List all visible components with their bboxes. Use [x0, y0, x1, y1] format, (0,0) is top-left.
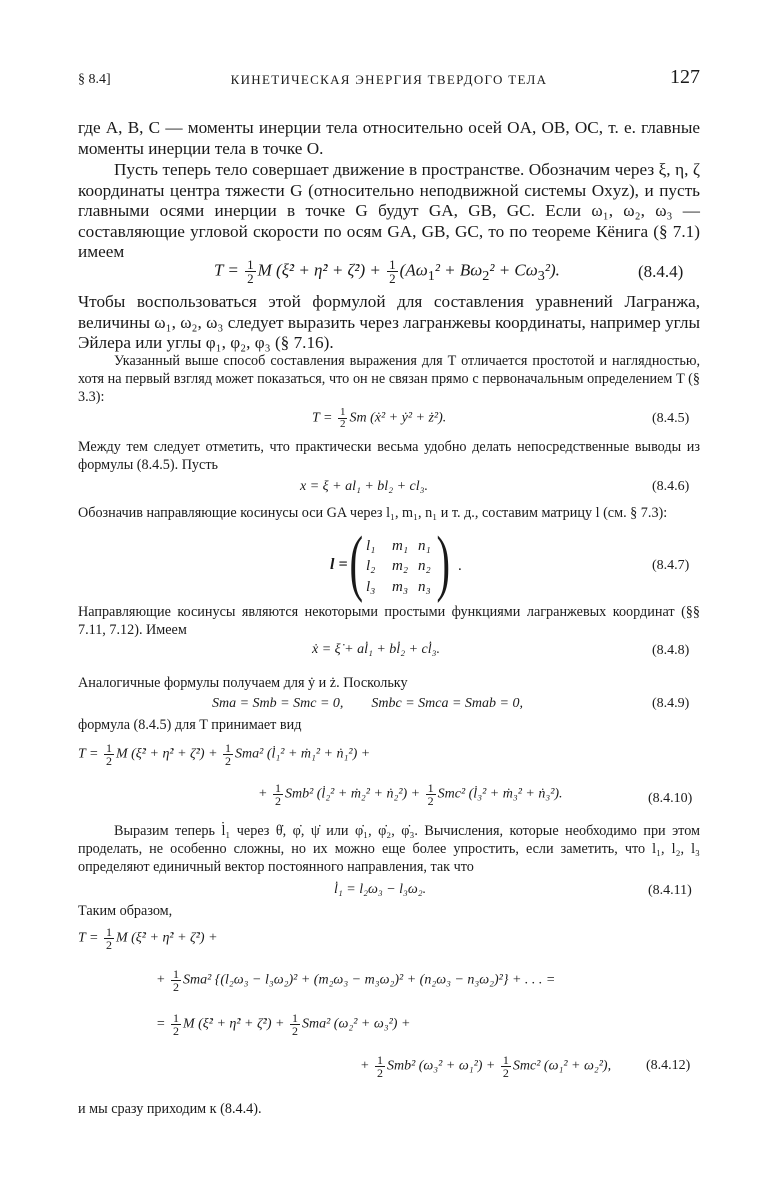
paragraph-7: Направляющие косинусы являются некоторыми простыми функциями лагранжевых координат (§§ 7.11, 7.12). Имеем [78, 604, 700, 638]
paragraph-3: Чтобы воспользоваться этой формулой для составления уравнений Лагранжа, величины ω₁, ω₂, ω₃ следует выразить через лагранжевы координаты, например углы Эйлера или углы φ₁, φ₂, φ₃ (§ 7.16). [78, 292, 700, 352]
paragraph-6: Обозначив направляющие косинусы оси GA через l₁, m₁, n₁ и т. д., составим матрицу l (см. § 7.3): [78, 505, 668, 521]
equation-number: (8.4.7) [652, 558, 690, 573]
paragraph-5: Между тем следует отметить, что практически весьма удобно делать непосредственные выводы из формулы (8.4.5). Пусть [78, 439, 700, 473]
section-ref: § 8.4] [78, 72, 111, 87]
equation-number: (8.4.6) [652, 479, 690, 494]
paragraph-9: формула (8.4.5) для T принимает вид [78, 717, 302, 733]
equation-8-4-6: x = ξ + al₁ + bl₂ + cl₃. [300, 479, 428, 494]
equation-8-4-7: l = ( l₁ m₁ n₁ l₂ m₂ n₂ l₃ m₃ n₃ ) . [330, 522, 462, 604]
paragraph-4: Указанный выше способ составления выражения для T отличается простотой и наглядностью, хотя на первый взгляд может показаться, что он не связан прямо с первоначальным определением T (§ 3.3): [78, 353, 700, 405]
equation-8-4-10-line-2: + $\frac{1}{2}$ Smb² (l̇₂² + ṁ₂² + ṅ₂²) + $\frac{1}{2}$ Smc² (l̇₃² + ṁ₃² + ṅ₃²). [258, 781, 563, 808]
equation-number: (8.4.9) [652, 696, 690, 711]
equation-8-4-8: ẋ = ξ̇ + al̇₁ + bl̇₂ + cl̇₃. [312, 642, 440, 657]
equation-8-4-4: T = $\frac{1}{2}$ M (ξ̇² + η̇² + ζ̇²) + $\frac{1}{2}$ $(A\omega_1^2 + B\omega_2^2 + C\omega_3^2)$. [214, 257, 560, 286]
equation-8-4-5: T = $\frac{1}{2}$ Sm (ẋ² + ẏ² + ż²). [312, 406, 447, 430]
equation-number: (8.4.12) [646, 1058, 691, 1073]
equation-number: (8.4.4) [638, 262, 684, 281]
paragraph-11: Таким образом, [78, 903, 173, 919]
equation-8-4-11: l̇₁ = l₂ω₃ − l₃ω₂. [334, 882, 427, 897]
running-title: КИНЕТИЧЕСКАЯ ЭНЕРГИЯ ТВЕРДОГО ТЕЛА [230, 72, 548, 87]
equation-number: (8.4.10) [648, 791, 693, 806]
equation-8-4-12-line-4: + $\frac{1}{2}$ Smb² (ω₃² + ω₁²) + $\frac{1}{2}$ Smc² (ω₁² + ω₂²), [360, 1053, 612, 1080]
equation-8-4-9: Sma = Smb = Smc = 0, Smbc = Smca = Smab = 0, [212, 696, 523, 711]
paragraph-8: Аналогичные формулы получаем для ẏ и ż. Поскольку [78, 675, 408, 691]
equation-number: (8.4.8) [652, 643, 690, 658]
page-number: 127 [670, 66, 700, 88]
equation-number: (8.4.11) [648, 883, 692, 898]
page-header [78, 66, 700, 94]
equation-number: (8.4.5) [652, 411, 690, 426]
equation-8-4-12-line-2: + $\frac{1}{2}$ Sma² {(l₂ω₃ − l₃ω₂)² + (m₂ω₃ − m₃ω₂)² + (n₂ω₃ − n₃ω₂)²} + . . . = [156, 967, 556, 994]
equation-8-4-10-line-1: T = $\frac{1}{2}$ M (ξ̇² + η̇² + ζ̇²) + $\frac{1}{2}$ Sma² (l̇₁² + ṁ₁² + ṅ₁²) + [78, 741, 371, 768]
paragraph-10: Выразим теперь l̇₁ через θ̇, φ̇, ψ̇ или φ̇₁, φ̇₂, φ̇₃. Вычисления, которые необходимо при этом проделать, не особенно сложны, но их можно еще более упростить, если заметить, что l₁, l₂, l₃ определяют единичный вектор постоянного направления, так что [78, 823, 700, 875]
equation-8-4-12-line-3: = $\frac{1}{2}$ M (ξ̇² + η̇² + ζ̇²) + $\frac{1}{2}$ Sma² (ω₂² + ω₃²) + [156, 1011, 411, 1038]
paragraph-2: Пусть теперь тело совершает движение в пространстве. Обозначим через ξ, η, ζ координаты центра тяжести G (относительно неподвижной системы Oxyz), и пусть главными осями инерции в точке G будут GA, GB, GC. Если ω₁, ω₂, ω₃ — составляющие угловой скорости по осям GA, GB, GC, то по теореме Кёнига (§ 7.1) имеем [78, 160, 700, 261]
paragraph-12: и мы сразу приходим к (8.4.4). [78, 1101, 262, 1117]
equation-8-4-12-line-1: T = $\frac{1}{2}$ M (ξ̇² + η̇² + ζ̇²) + [78, 925, 218, 952]
paragraph-1: где A, B, C — моменты инерции тела относительно осей OA, OB, OC, т. е. главные моменты инерции тела в точке O. [78, 118, 700, 158]
